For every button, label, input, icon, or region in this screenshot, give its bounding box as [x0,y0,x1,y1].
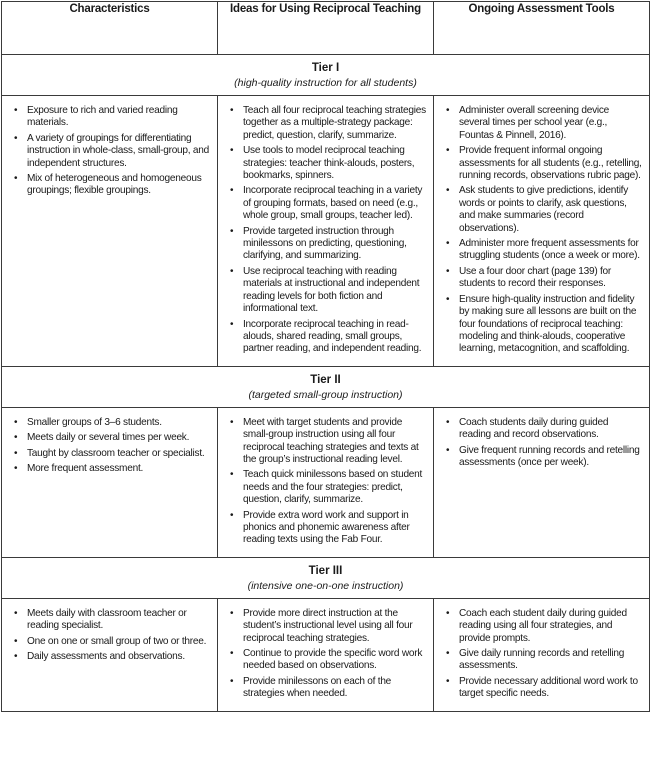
list-item: • Ensure high-quality instruction and fidelity by making sure all lessons are built on the four foundations of reciprocal teaching: modeling and think-alouds, cooperative learning, metacognition, and scaffolding. [459,294,642,356]
list-item: • Provide more direct instruction at the student’s instructional level using all four reciprocal teaching strategies. [243,608,426,645]
tier-heading [2,557,650,598]
list-item: • Teach all four reciprocal teaching strategies together as a multiple-strategy package: predict, question, clarify, summarize. [243,105,426,142]
list-item: • Incorporate reciprocal teaching in a variety of grouping formats, based on need (e.g., whole group, small groups, teacher led). [243,185,426,222]
list-item: • Provide extra word work and support in phonics and phonemic awareness after reading texts using the Fab Four. [243,510,426,547]
list-item: • Teach quick minilessons based on student needs and the four strategies: predict, question, clarify, summarize. [243,469,426,506]
list-item: • Mix of heterogeneous and homogeneous groupings; flexible groupings. [27,173,210,198]
rti-reciprocal-teaching-table [1,1,650,712]
list-item: • Use a four door chart (page 139) for students to record their responses. [459,266,642,291]
list-item: • Taught by classroom teacher or specialist. [27,448,210,460]
list-item: • Meets daily or several times per week. [27,432,210,444]
list-item: • Use tools to model reciprocal teaching strategies: teacher think-alouds, posters, bookmarks, spinners. [243,145,426,182]
bullet-list [3,409,216,485]
list-item: • Provide frequent informal ongoing assessments for all students (e.g., retelling, running records, observations rubric page). [459,145,642,182]
cell-ideas [218,598,434,711]
cell-characteristics [2,407,218,557]
header-assessment: Ongoing Assessment Tools [434,2,650,55]
list-item: • One on one or small group of two or three. [27,636,210,648]
tier-title: Tier II [310,373,341,386]
tier-heading-row [2,557,650,598]
list-item: • Use reciprocal teaching with reading materials at instructional and independent reading levels for both fiction and informational text. [243,266,426,316]
tier-content-row [2,407,650,557]
tier-subtitle: (intensive one-on-one instruction) [247,579,404,592]
tier-content-row [2,96,650,367]
bullet-list [435,600,648,710]
cell-assessment [434,598,650,711]
tier-heading-row [2,55,650,96]
tier-content-row [2,598,650,711]
list-item: • Meet with target students and provide small-group instruction using all four reciprocal teaching strategies and texts at the group’s instructional reading level. [243,417,426,467]
list-item: • Incorporate reciprocal teaching in read-alouds, shared reading, small groups, partner reading, and independent reading. [243,319,426,356]
cell-characteristics [2,96,218,367]
list-item: • More frequent assessment. [27,463,210,475]
list-item: • Daily assessments and observations. [27,651,210,663]
list-item: • Provide targeted instruction through minilessons on predicting, questioning, clarifying, and summarizing. [243,226,426,263]
tier-subtitle: (high-quality instruction for all students) [234,77,417,89]
table-body [2,55,650,712]
tier-title: Tier III [308,564,343,577]
list-item: • A variety of groupings for differentiating instruction in whole-class, small-group, and independent structures. [27,133,210,170]
list-item: • Provide necessary additional word work to target specific needs. [459,676,642,701]
list-item: • Coach students daily during guided reading and record observations. [459,417,642,442]
bullet-list [219,409,432,556]
header-ideas: Ideas for Using Reciprocal Teaching [218,2,434,55]
bullet-list [219,600,432,710]
list-item: • Exposure to rich and varied reading materials. [27,105,210,130]
bullet-list [219,97,432,365]
list-item: • Provide minilessons on each of the strategies when needed. [243,676,426,701]
list-item: • Continue to provide the specific word work needed based on observations. [243,648,426,673]
cell-ideas [218,96,434,367]
list-item: • Smaller groups of 3–6 students. [27,417,210,429]
tier-subtitle: (targeted small-group instruction) [248,388,403,401]
tier-title: Tier I [311,62,340,74]
list-item: • Give daily running records and retelling assessments. [459,648,642,673]
tier-heading [2,366,650,407]
cell-assessment [434,407,650,557]
list-item: • Meets daily with classroom teacher or reading specialist. [27,608,210,633]
bullet-list [435,97,648,365]
bullet-list [435,409,648,479]
list-item: • Ask students to give predictions, identify words or points to clarify, ask questions, and make summaries (record observations). [459,185,642,235]
list-item: • Administer more frequent assessments for struggling students (once a week or more). [459,238,642,263]
list-item: • Coach each student daily during guided reading using all four strategies, and provide prompts. [459,608,642,645]
cell-assessment [434,96,650,367]
list-item: • Give frequent running records and retelling assessments (once per week). [459,445,642,470]
cell-ideas [218,407,434,557]
cell-characteristics [2,598,218,711]
bullet-list [3,600,216,673]
tier-heading-row [2,366,650,407]
list-item: • Administer overall screening device several times per school year (e.g., Fountas & Pinnell, 2016). [459,105,642,142]
header-characteristics: Characteristics [2,2,218,55]
tier-heading [2,55,650,96]
bullet-list [3,97,216,207]
header-row [2,2,650,55]
